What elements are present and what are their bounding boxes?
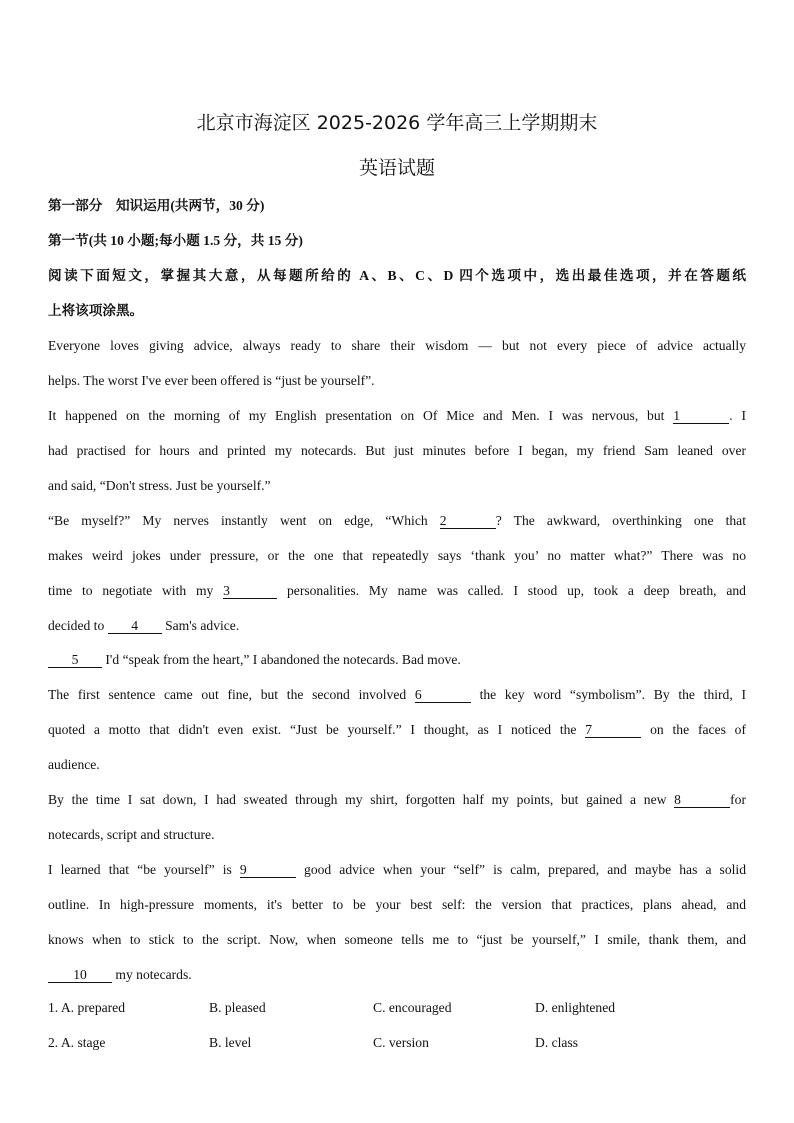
passage-line: Everyone loves giving advice, always ready to share their wisdom — but not every piece of advice actually — [48, 338, 746, 353]
part-heading: 第一部分 知识运用(共两节，30 分) — [48, 198, 265, 213]
passage-line — [48, 791, 746, 809]
passage-text: It happened on the morning of my English presentation on Of Mice and Men. I was nervous, but — [48, 408, 665, 423]
passage-text: “Be myself?” My nerves instantly went on edge, “Which — [48, 513, 428, 528]
question-1-option-b: B. pleased — [209, 1000, 266, 1015]
blank-10: 10 — [48, 968, 112, 983]
passage-line — [48, 721, 746, 739]
question-1-option-d: D. enlightened — [535, 1000, 616, 1015]
blank-5: 5 — [48, 653, 102, 668]
section-heading: 第一节(共 10 小题;每小题 1.5 分，共 15 分) — [48, 233, 303, 248]
passage-line: knows when to stick to the script. Now, when someone tells me to “just be yourself,” I smile, thank them, and — [48, 932, 746, 947]
passage-text: ? The awkward, overthinking one that — [495, 513, 746, 528]
passage-text: . I — [729, 408, 747, 423]
question-1-option-c: C. encouraged — [373, 1000, 452, 1015]
passage-line — [48, 686, 746, 704]
passage-line: helps. The worst I've ever been offered is “just be yourself”. — [48, 373, 375, 388]
blank-4: 4 — [108, 619, 162, 634]
passage-line — [48, 617, 746, 635]
passage-line: outline. In high-pressure moments, it's better to be your best self: the version that practices, plans ahead, and — [48, 897, 746, 912]
passage-text: By the time I sat down, I had sweated through my shirt, forgotten half my points, but gained a new — [48, 792, 667, 807]
blank-7: 7 — [585, 723, 641, 738]
question-2-option-d: D. class — [535, 1035, 579, 1050]
passage-text: Sam's advice. — [165, 618, 240, 633]
passage-line: makes weird jokes under pressure, or the one that repeatedly says ‘thank you’ no matter what?” There was no — [48, 548, 746, 563]
passage-line: had practised for hours and printed my notecards. But just minutes before I began, my friend Sam leaned over — [48, 443, 746, 458]
question-2-option-a: 2. A. stage — [48, 1035, 106, 1050]
blank-2: 2 — [440, 514, 496, 529]
question-2-option-c: C. version — [373, 1035, 429, 1050]
passage-text: decided to — [48, 618, 105, 633]
passage-text: time to negotiate with my — [48, 583, 214, 598]
blank-6: 6 — [415, 688, 471, 703]
exam-subtitle: 英语试题 — [358, 157, 435, 179]
passage-text: good advice when your “self” is calm, prepared, and maybe has a solid — [304, 862, 746, 877]
question-1-option-a: 1. A. prepared — [48, 1000, 126, 1015]
passage-text: The first sentence came out fine, but the second involved — [48, 687, 407, 702]
passage-text: for — [730, 792, 746, 807]
blank-9: 9 — [240, 863, 296, 878]
passage-text: quoted a motto that didn't even exist. “Just be yourself.” I thought, as I noticed the — [48, 722, 577, 737]
passage-line — [48, 966, 746, 984]
blank-1: 1 — [673, 409, 729, 424]
passage-text: I learned that “be yourself” is — [48, 862, 232, 877]
passage-line — [48, 407, 746, 425]
passage-text: personalities. My name was called. I stood up, took a deep breath, and — [286, 583, 746, 598]
passage-line — [48, 651, 746, 669]
passage-text: my notecards. — [115, 967, 192, 982]
passage-line: audience. — [48, 757, 100, 772]
passage-line — [48, 582, 746, 600]
blank-3: 3 — [223, 584, 277, 599]
passage-text: on the faces of — [650, 722, 747, 737]
instruction-line-2: 上将该项涂黑。 — [48, 303, 144, 318]
instruction-line-1: 阅读下面短文，掌握其大意，从每题所给的 A、B、C、D 四个选项中，选出最佳选项，并在答题纸 — [48, 268, 746, 283]
blank-8: 8 — [674, 793, 730, 808]
passage-text: I'd “speak from the heart,” I abandoned the notecards. Bad move. — [105, 652, 461, 667]
exam-title: 北京市海淀区 2025-2026 学年高三上学期期末 — [196, 112, 598, 134]
passage-line — [48, 861, 746, 879]
passage-line: notecards, script and structure. — [48, 827, 215, 842]
passage-line: and said, “Don't stress. Just be yourself.” — [48, 478, 271, 493]
passage-line — [48, 512, 746, 530]
passage-text: the key word “symbolism”. By the third, I — [479, 687, 746, 702]
question-2-option-b: B. level — [209, 1035, 252, 1050]
